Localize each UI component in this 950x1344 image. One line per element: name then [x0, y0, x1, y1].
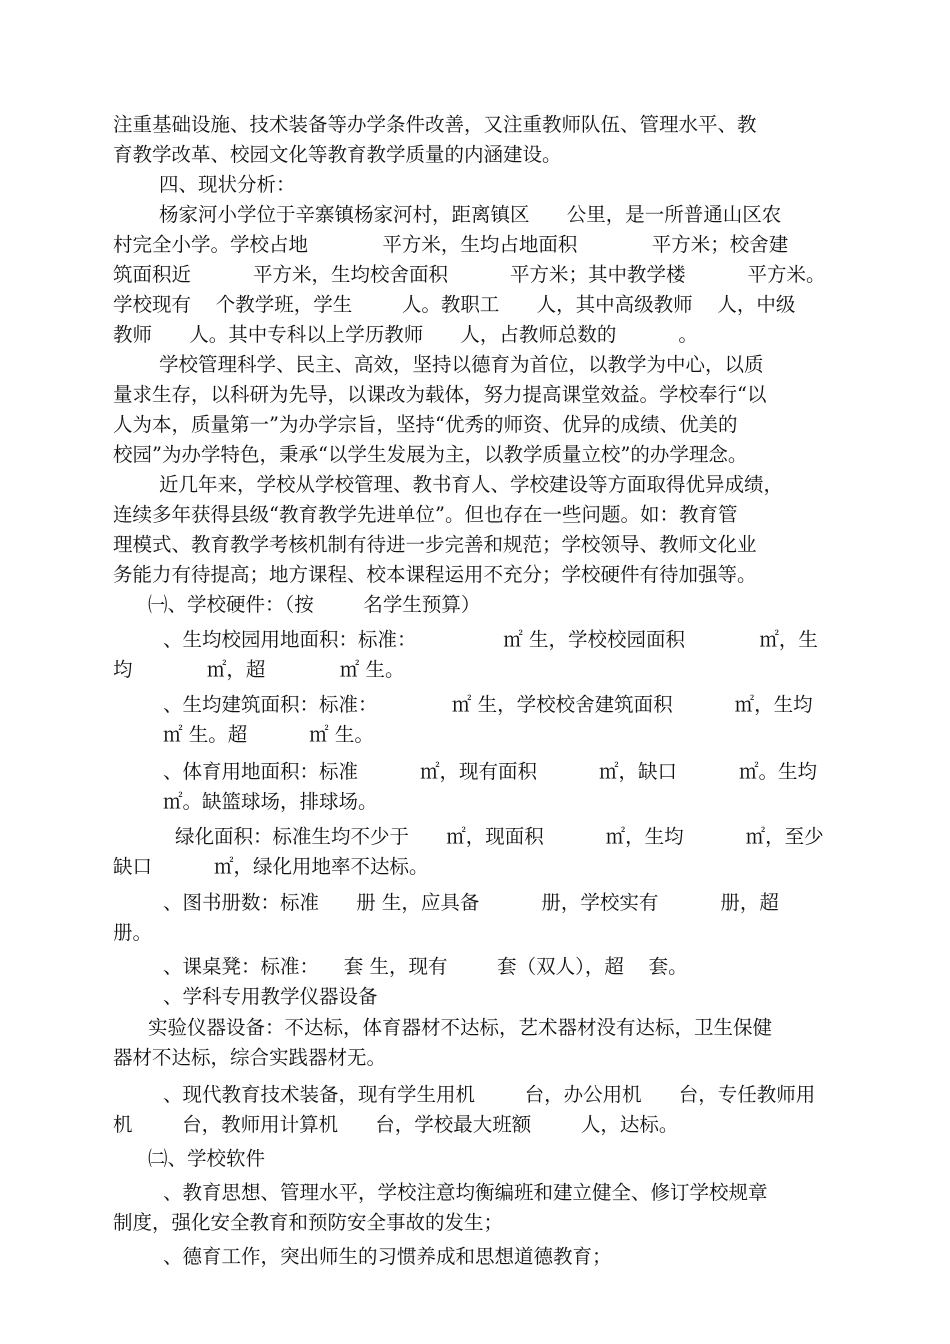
text-line: 教师 人。其中专科以上学历教师 人，占教师总数的 。: [113, 323, 698, 346]
text-line: 、生均建筑面积：标准： ㎡ 生，学校校舍建筑面积 ㎡，生均: [163, 693, 813, 716]
text-line: 、学科专用教学仪器设备: [163, 985, 378, 1008]
text-line: 量求生存，以科研为先导，以课改为载体，努力提高课堂效益。学校奉行“以: [113, 383, 767, 406]
text-line: 学校管理科学、民主、高效，坚持以德育为首位，以教学为中心，以质: [159, 353, 764, 376]
text-line: 、德育工作，突出师生的习惯养成和思想道德教育；: [163, 1245, 612, 1268]
text-line: ㎡ 生。超 ㎡ 生。: [163, 723, 374, 746]
text-line: 学校现有 个教学班，学生 人。教职工 人，其中高级教师 人，中级: [113, 293, 796, 316]
text-line: 杨家河小学位于辛寨镇杨家河村，距离镇区 公里，是一所普通山区农: [159, 203, 782, 226]
text-line: 缺口 ㎡，绿化用地率不达标。: [113, 855, 429, 878]
text-line: 册。: [113, 921, 153, 944]
text-line: 、现代教育技术装备，现有学生用机 台，办公用机 台，专任教师用: [163, 1083, 816, 1106]
text-line: 、生均校园用地面积：标准： ㎡ 生，学校校园面积 ㎡，生: [163, 628, 818, 651]
text-line: 务能力有待提高；地方课程、校本课程运用不充分；学校硬件有待加强等。: [113, 563, 757, 586]
text-line: 、教育思想、管理水平，学校注意均衡编班和建立健全、修订学校规章: [163, 1181, 768, 1204]
text-line: 实验仪器设备：不达标，体育器材不达标，艺术器材没有达标，卫生保健: [148, 1016, 773, 1039]
text-line: 筑面积近 平方米，生均校舍面积 平方米；其中教学楼 平方米。: [113, 263, 826, 286]
text-line: 绿化面积：标准生均不少于 ㎡，现面积 ㎡，生均 ㎡，至少: [175, 825, 824, 848]
text-line: 器材不达标，综合实践器材无。: [113, 1046, 387, 1069]
text-line: 、体育用地面积：标准 ㎡，现有面积 ㎡，缺口 ㎡。生均: [163, 760, 817, 783]
text-line: 近几年来，学校从学校管理、教书育人、学校建设等方面取得优异成绩，: [159, 473, 784, 496]
text-line: ㎡。缺篮球场，排球场。: [163, 790, 378, 813]
text-line: 人为本，质量第一”为办学宗旨，坚持“优秀的师资、优异的成绩、优美的: [113, 413, 738, 436]
text-line: 校园”为办学特色，秉承“以学生发展为主，以教学质量立校”的办学理念。: [113, 443, 748, 466]
text-line: 、课桌凳：标准： 套 生，现有 套（双人），超 套。: [163, 955, 688, 978]
text-line: 机 台，教师用计算机 台，学校最大班额 人，达标。: [113, 1113, 679, 1136]
text-line: 均 ㎡，超 ㎡ 生。: [113, 658, 405, 681]
text-line: 理模式、教育教学考核机制有待进一步完善和规范；学校领导、教师文化业: [113, 533, 757, 556]
text-line: 、图书册数：标准 册 生，应具备 册，学校实有 册，超: [163, 891, 779, 914]
text-line: 连续多年获得县级“教育教学先进单位”。但也存在一些问题。如：教育管: [113, 503, 738, 526]
text-line: ㈠、学校硬件：（按 名学生预算）: [148, 593, 481, 616]
text-line: 育教学改革、校园文化等教育教学质量的内涵建设。: [113, 143, 562, 166]
text-line: 村完全小学。学校占地 平方米，生均占地面积 平方米；校舍建: [113, 233, 789, 256]
text-line: 制度，强化安全教育和预防安全事故的发生；: [113, 1211, 504, 1234]
text-line: 注重基础设施、技术装备等办学条件改善，又注重教师队伍、管理水平、教: [113, 113, 757, 136]
text-line: ㈡、学校软件: [148, 1147, 266, 1170]
text-line: 四、现状分析：: [159, 173, 296, 196]
